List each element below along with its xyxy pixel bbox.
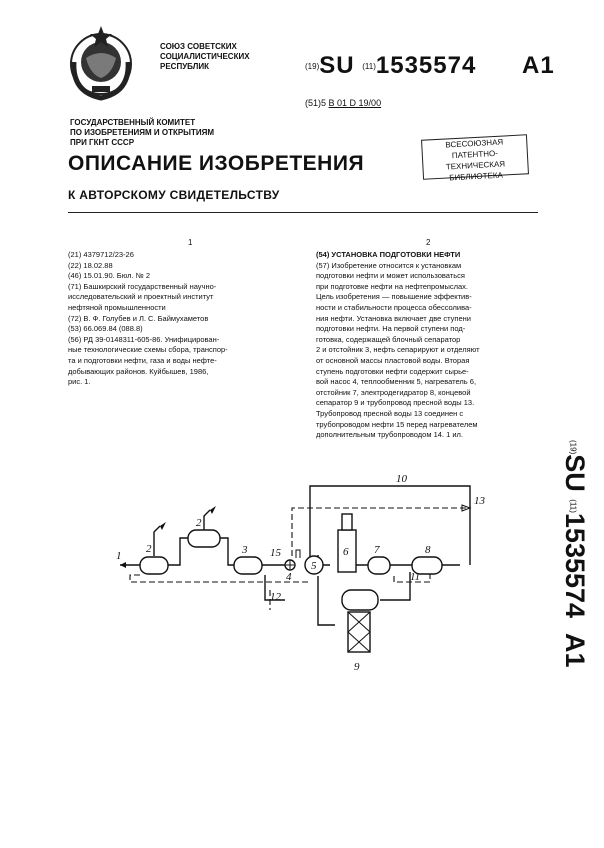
abstract-line: Трубопровод пресной воды 13 соединен с — [316, 408, 464, 418]
side-patent-number: (19)SU (11)1535574 A1 — [560, 440, 590, 668]
abstract-line: дополнительным трубопроводом 14. 1 ил. — [316, 430, 463, 440]
abstract-line: ступень подготовки нефти содержит сырье- — [316, 366, 469, 376]
abstract-line: вой насос 4, теплообменник 5, нагреватель 6, — [316, 377, 477, 387]
header-divider — [68, 212, 538, 213]
abstract-line: ности и стабильности процесса обессолива- — [316, 302, 472, 312]
biblio-line: ные технологические схемы сбора, транспор- — [68, 345, 228, 355]
biblio-line: нефтяной промышленности — [68, 302, 166, 312]
abstract-line: отстойник 7, электродегидратор 8, концевой — [316, 387, 471, 397]
label-10: 10 — [396, 473, 407, 485]
biblio-line: (53) 66.069.84 (088.8) — [68, 324, 143, 334]
process-flow-diagram — [110, 460, 490, 685]
column-number-right: 2 — [426, 238, 431, 247]
abstract-line: (57) Изобретение относится к установкам — [316, 260, 462, 270]
abstract-title: (54) УСТАНОВКА ПОДГОТОВКИ НЕФТИ — [316, 250, 461, 259]
document-subtitle: К АВТОРСКОМУ СВИДЕТЕЛЬСТВУ — [68, 188, 280, 202]
label-11: 11 — [410, 571, 421, 583]
biblio-line: добывающих районов. Куйбышев, 1986, — [68, 366, 209, 376]
country-name: СОЮЗ СОВЕТСКИХ СОЦИАЛИСТИЧЕСКИХ РЕСПУБЛИК — [160, 42, 250, 71]
biblio-line: та и подготовки нефти, газа и воды нефте- — [68, 355, 217, 365]
biblio-line: (71) Башкирский государственный научно- — [68, 281, 217, 291]
label-15: 15 — [270, 547, 281, 559]
bibliographic-data — [68, 250, 300, 388]
abstract-line: при подготовке нефти на нефтепромыслах. — [316, 281, 468, 291]
label-12: 12 — [270, 591, 281, 603]
abstract-line: сепаратор 9 и трубопровод пресной воды 13. — [316, 398, 475, 408]
label-5: 5 — [311, 560, 317, 572]
label-2a: 2 — [146, 543, 152, 555]
abstract-line: трубопроводом нефти 15 перед нагревателем — [316, 419, 478, 429]
biblio-line: (56) РД 39-0148311-605-86. Унифицирован- — [68, 334, 220, 344]
ussr-emblem-icon — [62, 22, 140, 102]
abstract — [316, 250, 544, 441]
ipc-classification: (51)5 B 01 D 19/00 — [305, 98, 382, 108]
library-stamp: ВСЕСОЮЗНАЯ ПАТЕНТНО-ТЕХНИЧЕСКАЯ БИБЛИОТЕКА — [421, 134, 529, 179]
patent-number: (19)SU (11)1535574 A1 — [305, 52, 555, 79]
label-1: 1 — [116, 550, 122, 562]
column-number-left: 1 — [188, 238, 193, 247]
label-13: 13 — [474, 495, 485, 507]
label-4: 4 — [286, 571, 292, 583]
label-9: 9 — [354, 661, 360, 673]
committee-name: ГОСУДАРСТВЕННЫЙ КОМИТЕТ ПО ИЗОБРЕТЕНИЯМ И ОТКРЫТИЯМ ПРИ ГКНТ СССР — [70, 118, 215, 147]
label-2b: 2 — [196, 517, 202, 529]
label-8: 8 — [425, 544, 431, 556]
biblio-line: (72) В. Ф. Голубев и Л. С. Баймухаметов — [68, 313, 209, 323]
biblio-line: (22) 18.02.88 — [68, 260, 113, 270]
biblio-line: исследовательский и проектный институт — [68, 292, 214, 302]
document-title: ОПИСАНИЕ ИЗОБРЕТЕНИЯ — [68, 152, 365, 175]
label-6: 6 — [343, 546, 349, 558]
abstract-line: Цель изобретения — повышение эффектив- — [316, 292, 472, 302]
abstract-line: готовка, содержащей блочный сепаратор — [316, 334, 461, 344]
abstract-line: 2 и отстойник 3, нефть сепарируют и отделяют — [316, 345, 480, 355]
label-7: 7 — [374, 544, 380, 556]
abstract-line: ния нефти. Установка включает две ступени — [316, 313, 471, 323]
abstract-line: от основной массы пластовой воды. Вторая — [316, 355, 470, 365]
biblio-line: рис. 1. — [68, 377, 91, 387]
label-3: 3 — [242, 544, 248, 556]
abstract-line: подготовки нефти. На первой ступени под- — [316, 324, 466, 334]
abstract-line: подготовки нефти и может использоваться — [316, 271, 465, 281]
biblio-line: (46) 15.01.90. Бюл. № 2 — [68, 271, 151, 281]
biblio-line: (21) 4379712/23-26 — [68, 250, 134, 259]
